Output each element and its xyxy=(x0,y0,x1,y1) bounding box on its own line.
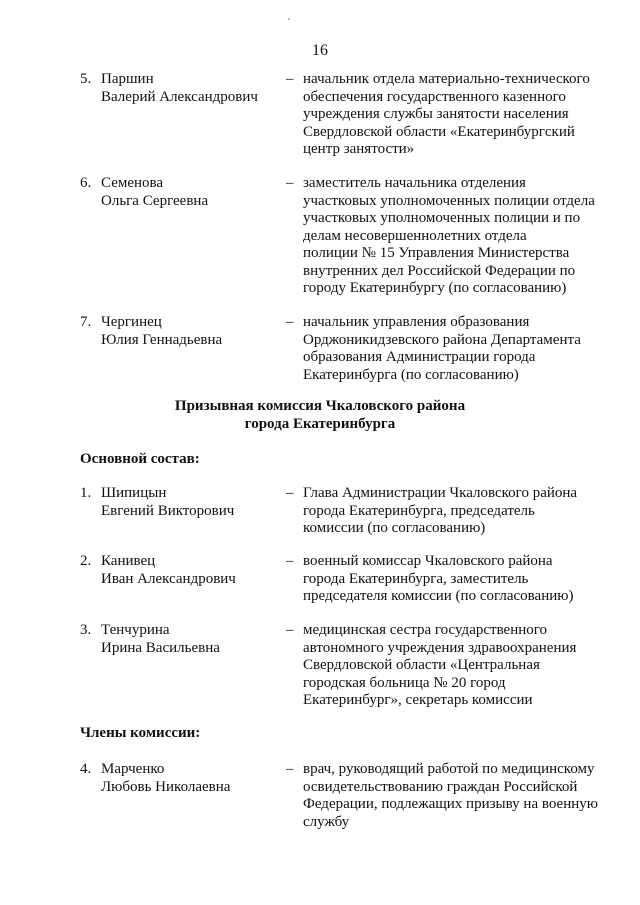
dash: – xyxy=(286,314,294,330)
item-number: 1. xyxy=(80,485,92,501)
surname: Марченко xyxy=(101,761,165,777)
given-names: Юлия Геннадьевна xyxy=(101,331,223,348)
role-line: городу Екатеринбургу (по согласованию) xyxy=(303,280,567,296)
role-line: городская больница № 20 город xyxy=(303,674,506,691)
role-line: Федерации, подлежащих призыву на военную xyxy=(303,796,598,812)
surname: Паршин xyxy=(101,71,154,87)
scan-speck xyxy=(288,18,290,20)
dash: – xyxy=(286,485,294,501)
role-line: автономного учреждения здравоохранения xyxy=(303,639,577,656)
role-line: образования Администрации города xyxy=(303,349,536,365)
role-description xyxy=(303,71,623,159)
role-line: центр занятости» xyxy=(303,141,415,157)
role-line: службу xyxy=(303,813,350,830)
role-description xyxy=(303,485,623,538)
surname: Канивец xyxy=(101,553,156,569)
role-line: участковых уполномоченных полиции и по xyxy=(303,210,581,226)
role-description xyxy=(303,622,623,710)
role-line: председателя комиссии (по согласованию) xyxy=(303,588,574,604)
item-number: 5. xyxy=(80,71,92,87)
surname: Тенчурина xyxy=(101,622,170,638)
role-line: освидетельствованию граждан Российской xyxy=(303,778,578,795)
person-name xyxy=(101,485,279,520)
role-line: Глава Администрации Чкаловского района xyxy=(303,485,578,501)
commission-heading xyxy=(0,398,640,433)
role-description xyxy=(303,761,623,831)
item-number: 3. xyxy=(80,622,92,638)
main-staff-heading: Основной состав: xyxy=(80,451,200,467)
dash: – xyxy=(286,761,294,777)
role-line: Свердловской области «Центральная xyxy=(303,657,540,673)
role-line: полиции № 15 Управления Министерства xyxy=(303,245,570,261)
role-line: учреждения службы занятости населения xyxy=(303,106,569,122)
role-line: города Екатеринбурга, заместитель xyxy=(303,570,529,587)
dash: – xyxy=(286,175,294,191)
role-line: начальник отдела материально-технического xyxy=(303,71,590,87)
role-line: Екатеринбурга (по согласованию) xyxy=(303,366,519,383)
person-name xyxy=(101,622,279,657)
role-line: участковых уполномоченных полиции отдела xyxy=(303,192,595,209)
item-number: 7. xyxy=(80,314,92,330)
given-names: Валерий Александрович xyxy=(101,88,258,105)
given-names: Ирина Васильевна xyxy=(101,639,220,656)
role-line: внутренних дел Российской Федерации по xyxy=(303,262,576,279)
given-names: Ольга Сергеевна xyxy=(101,192,209,209)
members-heading: Члены комиссии: xyxy=(80,725,201,741)
role-line: военный комиссар Чкаловского района xyxy=(303,553,553,569)
surname: Семенова xyxy=(101,175,164,191)
item-number: 4. xyxy=(80,761,92,777)
dash: – xyxy=(286,622,294,638)
commission-heading-line: города Екатеринбурга xyxy=(244,415,396,432)
role-line: медицинская сестра государственного xyxy=(303,622,548,638)
person-name xyxy=(101,71,279,106)
dash: – xyxy=(286,553,294,569)
role-line: делам несовершеннолетних отдела xyxy=(303,227,527,244)
role-line: Свердловской области «Екатеринбургский xyxy=(303,123,575,140)
role-line: Орджоникидзевского района Департамента xyxy=(303,331,581,348)
given-names: Евгений Викторович xyxy=(101,502,235,519)
item-number: 6. xyxy=(80,175,92,191)
item-number: 2. xyxy=(80,553,92,569)
surname: Чергинец xyxy=(101,314,162,330)
role-line: врач, руководящий работой по медицинскому xyxy=(303,761,595,777)
role-line: Екатеринбург», секретарь комиссии xyxy=(303,692,533,708)
given-names: Иван Александрович xyxy=(101,570,236,587)
surname: Шипицын xyxy=(101,485,167,501)
person-name xyxy=(101,761,279,796)
role-line: заместитель начальника отделения xyxy=(303,175,526,191)
commission-heading-line: Призывная комиссия Чкаловского района xyxy=(174,398,466,414)
given-names: Любовь Николаевна xyxy=(101,778,231,795)
person-name xyxy=(101,553,279,588)
role-description xyxy=(303,175,623,298)
person-name xyxy=(101,314,279,349)
role-description xyxy=(303,553,623,606)
role-line: начальник управления образования xyxy=(303,314,530,330)
role-line: обеспечения государственного казенного xyxy=(303,88,566,105)
page-number: 16 xyxy=(312,42,328,59)
person-name xyxy=(101,175,279,210)
role-line: города Екатеринбурга, председатель xyxy=(303,502,535,519)
role-line: комиссии (по согласованию) xyxy=(303,520,486,536)
role-description xyxy=(303,314,623,384)
dash: – xyxy=(286,71,294,87)
